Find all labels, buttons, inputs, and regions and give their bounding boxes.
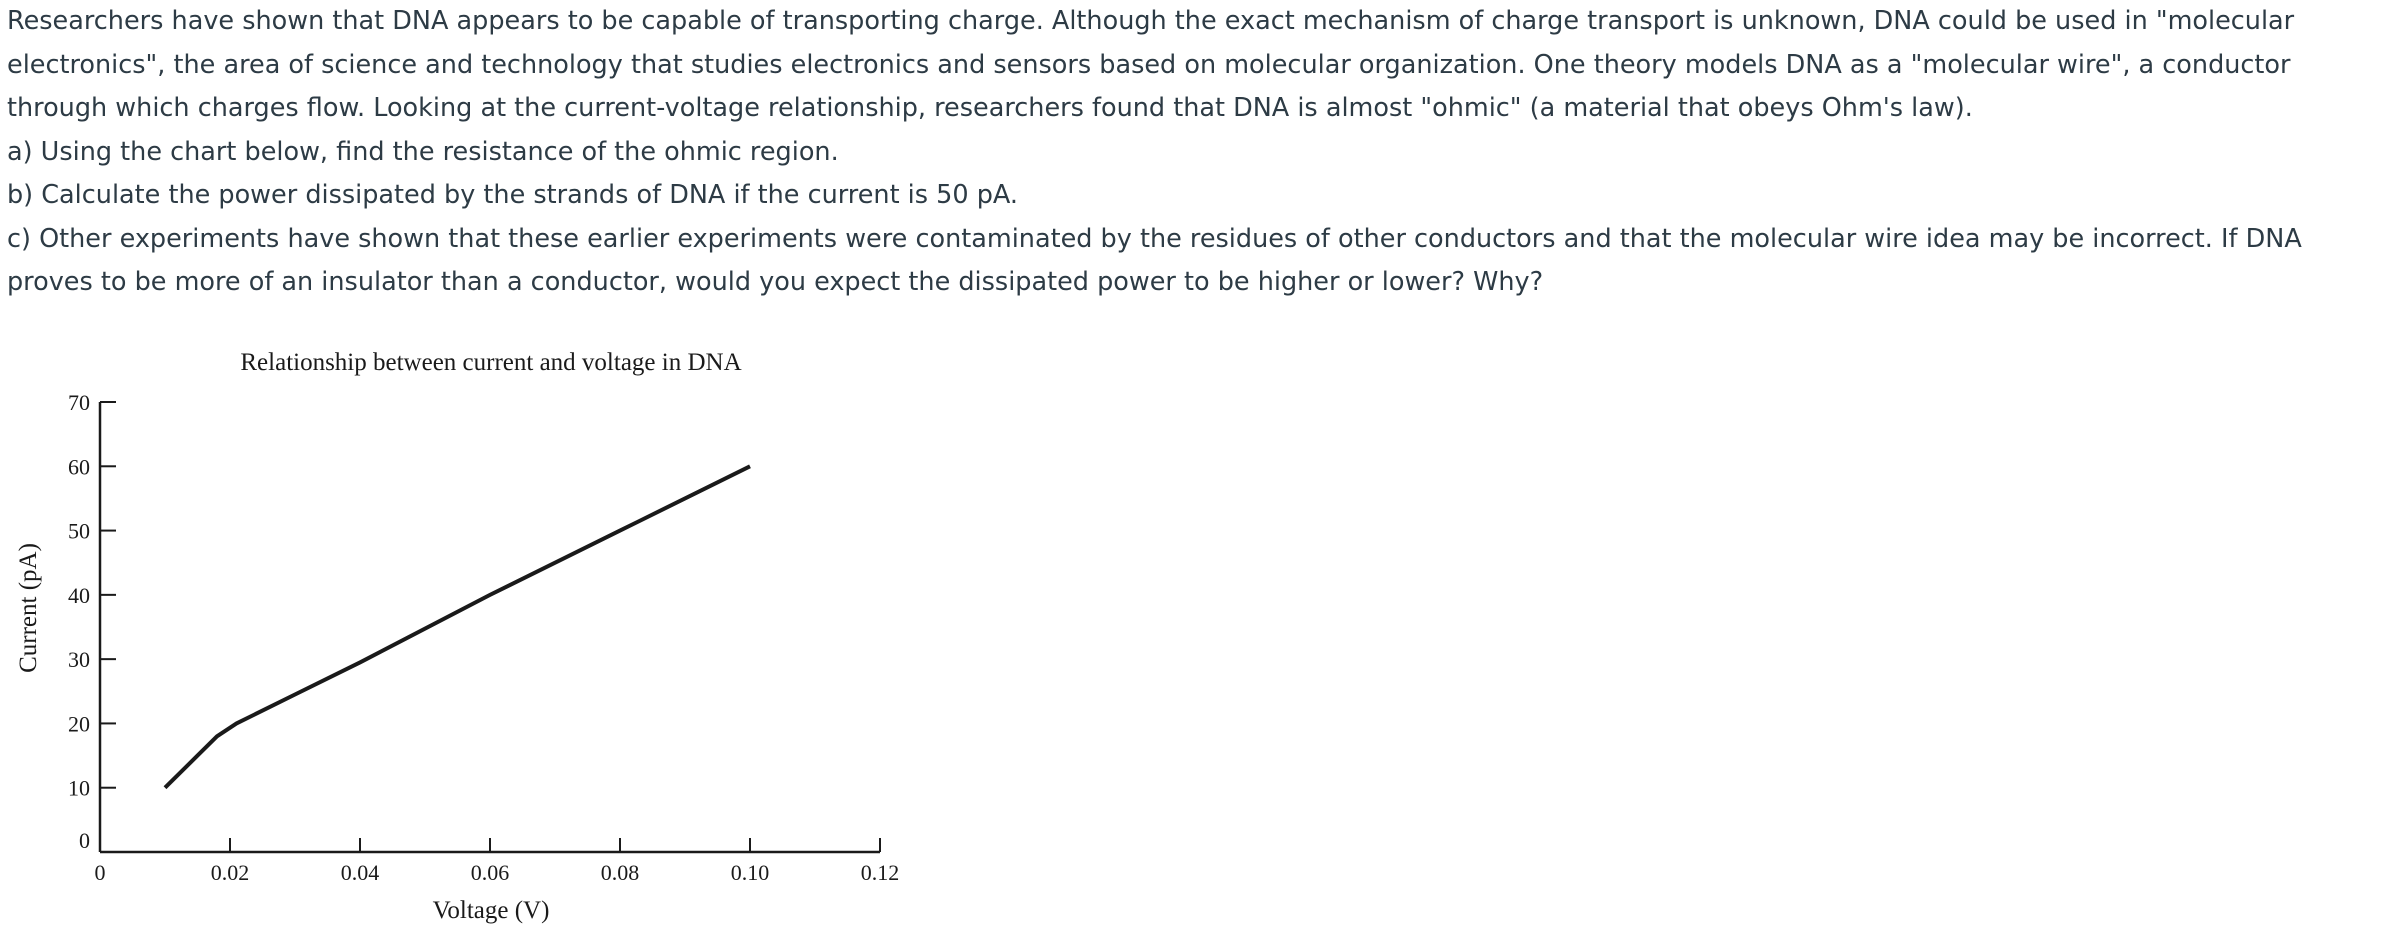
problem-statement bbox=[7, 0, 2392, 305]
iv-curve-line bbox=[165, 466, 750, 787]
y-tick-label: 40 bbox=[68, 582, 90, 608]
y-tick-label: 70 bbox=[68, 390, 90, 415]
y-tick-label: 60 bbox=[68, 454, 90, 480]
y-tick-label: 20 bbox=[68, 711, 90, 737]
axes bbox=[100, 402, 880, 852]
problem-intro: Researchers have shown that DNA appears to be capable of transporting charge. Although the exact mechanism of charge transport is unknown, DNA could be used in "molecular electronics", the area of science and technology that studies electronics and sensors based on molecular organization. One theory models DNA as a "molecular wire", a conductor through which charges flow. Looking at the current-voltage relationship, researchers found that DNA is almost "ohmic" (a material that obeys Ohm's law). bbox=[7, 6, 2295, 123]
problem-part-a: a) Using the chart below, find the resistance of the ohmic region. bbox=[7, 136, 839, 167]
ticks bbox=[68, 390, 899, 885]
problem-part-c: c) Other experiments have shown that these earlier experiments were contaminated by the residues of other conductors and that the molecular wire idea may be incorrect. If DNA proves to be more of an insulator than a conductor, would you expect the dissipated power to be higher or lower? Why? bbox=[7, 223, 2302, 297]
x-tick-label: 0.02 bbox=[210, 860, 250, 885]
chart-container bbox=[0, 330, 960, 930]
x-tick-label: 0.06 bbox=[470, 860, 510, 885]
x-tick-label: 0 bbox=[94, 860, 106, 885]
problem-part-b: b) Calculate the power dissipated by the strands of DNA if the current is 50 pA. bbox=[7, 180, 1018, 210]
y-tick-label: 50 bbox=[68, 518, 90, 544]
y-tick-label: 10 bbox=[68, 775, 90, 801]
x-axis-label: Voltage (V) bbox=[432, 897, 550, 924]
y-tick-label: 30 bbox=[68, 647, 90, 673]
x-tick-label: 0.08 bbox=[600, 860, 640, 885]
x-tick-label: 0.04 bbox=[340, 860, 380, 885]
x-tick-label: 0.12 bbox=[860, 860, 900, 885]
iv-chart bbox=[0, 330, 960, 930]
y-tick-label: 0 bbox=[79, 828, 90, 853]
y-axis-label: Current (pA) bbox=[15, 543, 42, 673]
chart-title: Relationship between current and voltage in DNA bbox=[240, 349, 742, 376]
x-tick-label: 0.10 bbox=[730, 860, 770, 885]
series bbox=[165, 466, 750, 787]
